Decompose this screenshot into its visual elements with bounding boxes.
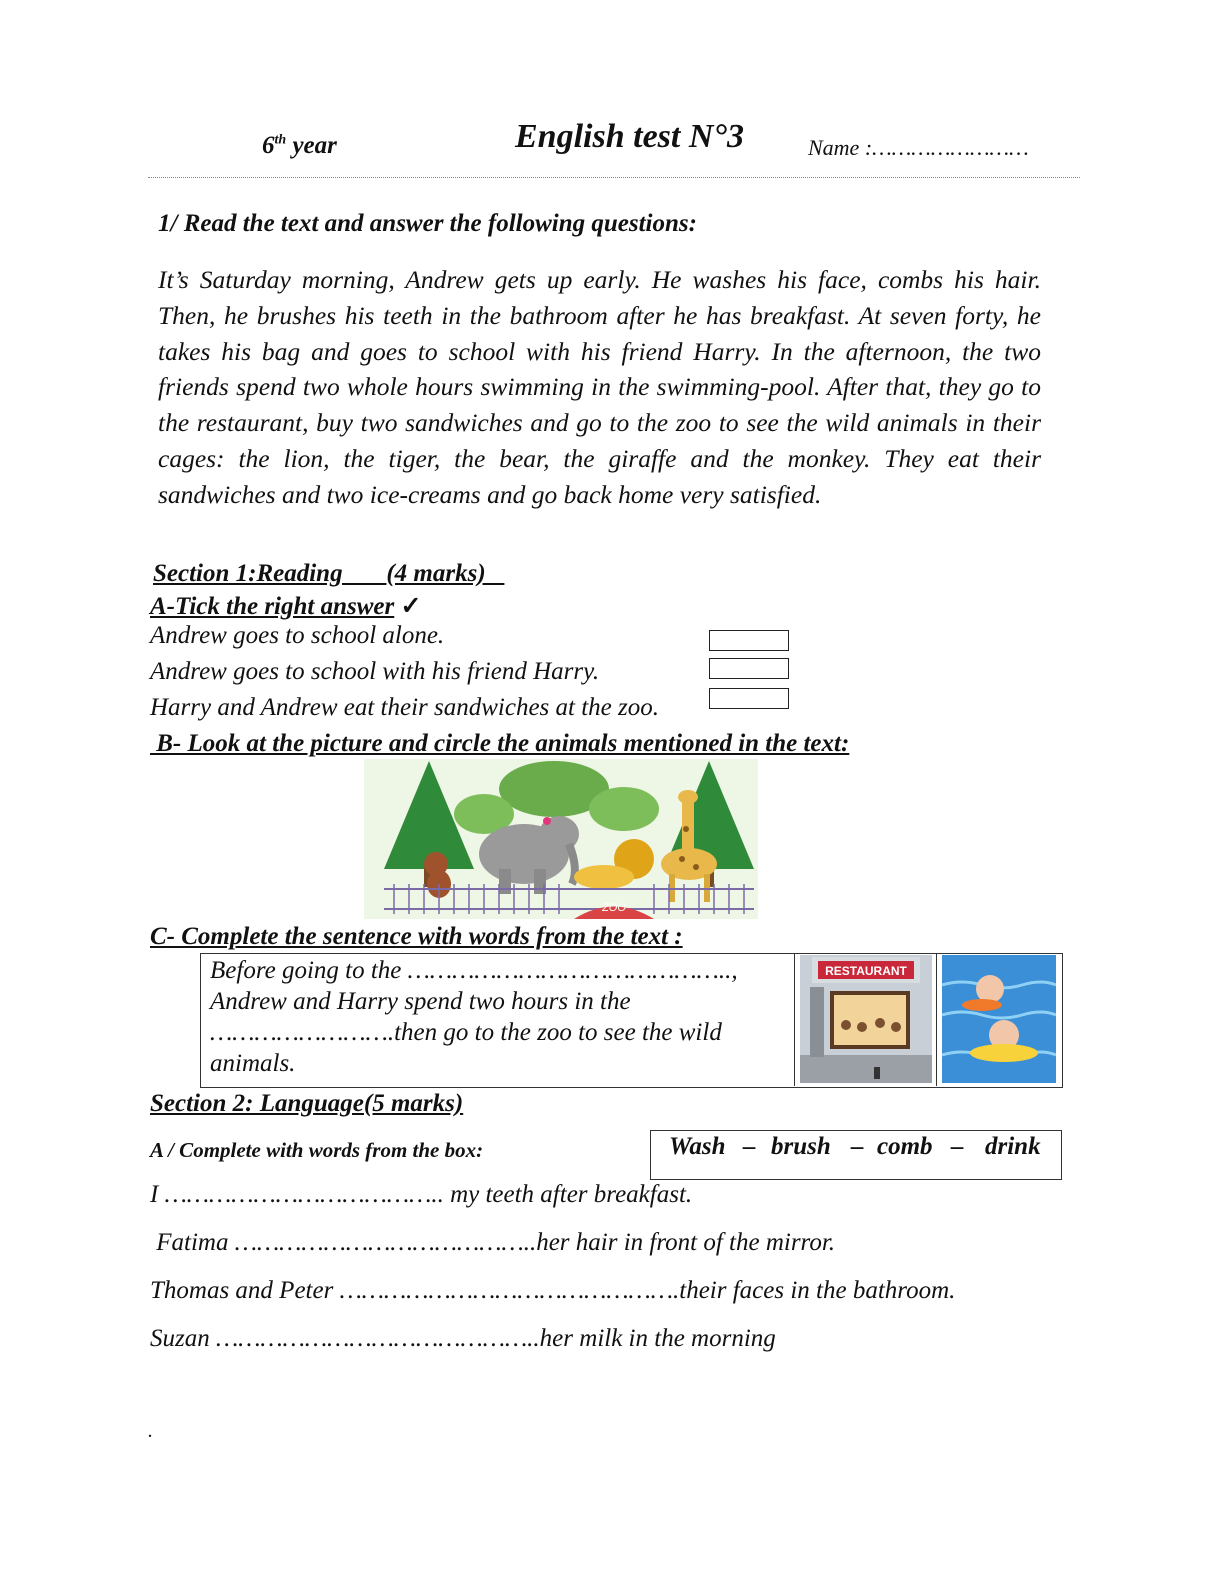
word-box-separator: –: [851, 1133, 864, 1160]
grade-label: [262, 132, 337, 160]
part-a-heading: [150, 591, 421, 621]
word-box-separator: –: [743, 1133, 756, 1160]
language-part-a-heading: A / Complete with words from the box:: [150, 1138, 484, 1162]
checkmark-icon: ✓: [400, 593, 422, 620]
tick-box-3[interactable]: [709, 688, 789, 709]
swimming-picture: [942, 955, 1056, 1083]
grade-word: year: [292, 132, 337, 159]
word-box-item: drink: [985, 1133, 1041, 1160]
grade-number: 6: [262, 132, 275, 159]
question1-heading: 1/ Read the text and answer the following questions:: [158, 210, 697, 237]
tick-statement-1: Andrew goes to school alone.: [150, 622, 445, 649]
completion-line: Before going to the ……………………………………..,: [210, 957, 738, 984]
tick-statement-2: Andrew goes to school with his friend Harry.: [150, 658, 600, 685]
word-box: [650, 1130, 1062, 1180]
section2-heading: Section 2: Language(5 marks): [150, 1090, 464, 1117]
completion-line: …………………….then go to the zoo to see the wild: [210, 1019, 722, 1046]
header-divider: [148, 177, 1080, 178]
completion-box-divider: [794, 953, 795, 1086]
fill-sentence-4[interactable]: Suzan ……………………………………..her milk in the morning: [150, 1325, 776, 1352]
name-field[interactable]: Name :……………………: [808, 135, 1029, 160]
test-title: English test N°3: [515, 118, 744, 155]
fill-sentence-3[interactable]: Thomas and Peter ……………………………………….their faces in the bathroom.: [150, 1277, 956, 1304]
completion-box-divider: [936, 953, 937, 1086]
zoo-picture[interactable]: [364, 759, 758, 919]
reading-passage: It’s Saturday morning, Andrew gets up early. He washes his face, combs his hair. Then, he brushes his teeth in the bathroom after he has breakfast. At seven forty, he takes his bag and goes to school with his friend Harry. In the afternoon, the two friends spend two whole hours swimming in the swimming-pool. After that, they go to the restaurant, buy two sandwiches and go to the zoo to see the wild animals in their cages: the lion, the tiger, the bear, the giraffe and the monkey. They eat their sandwiches and two ice-creams and go back home very satisfied.: [158, 265, 1041, 509]
tick-box-2[interactable]: [709, 658, 789, 679]
word-box-item: brush: [771, 1133, 831, 1160]
zoo-sign: ZOO: [602, 902, 626, 914]
word-box-item: Wash: [669, 1133, 726, 1160]
fill-sentence-1[interactable]: I ……………………………….. my teeth after breakfast.: [150, 1181, 693, 1208]
grade-suffix: th: [274, 132, 287, 148]
fill-sentence-2[interactable]: Fatima …………………………………..her hair in front of the mirror.: [150, 1229, 836, 1256]
tick-statement-3: Harry and Andrew eat their sandwiches at the zoo.: [150, 694, 659, 721]
part-a-heading-text: A-Tick the right answer: [150, 593, 395, 620]
completion-line: animals.: [210, 1050, 296, 1077]
completion-line: Andrew and Harry spend two hours in the: [210, 988, 631, 1015]
tick-box-1[interactable]: [709, 630, 789, 651]
part-c-heading: C- Complete the sentence with words from the text :: [150, 923, 683, 950]
part-b-heading: B- Look at the picture and circle the animals mentioned in the text:: [150, 730, 850, 757]
restaurant-picture: [800, 955, 932, 1083]
word-box-item: comb: [877, 1133, 933, 1160]
word-box-separator: –: [951, 1133, 964, 1160]
completion-text: [210, 955, 790, 1079]
footer-mark: .: [148, 1420, 153, 1442]
section1-heading: Section 1:Reading (4 marks): [153, 560, 505, 587]
restaurant-sign: RESTAURANT: [825, 964, 907, 978]
